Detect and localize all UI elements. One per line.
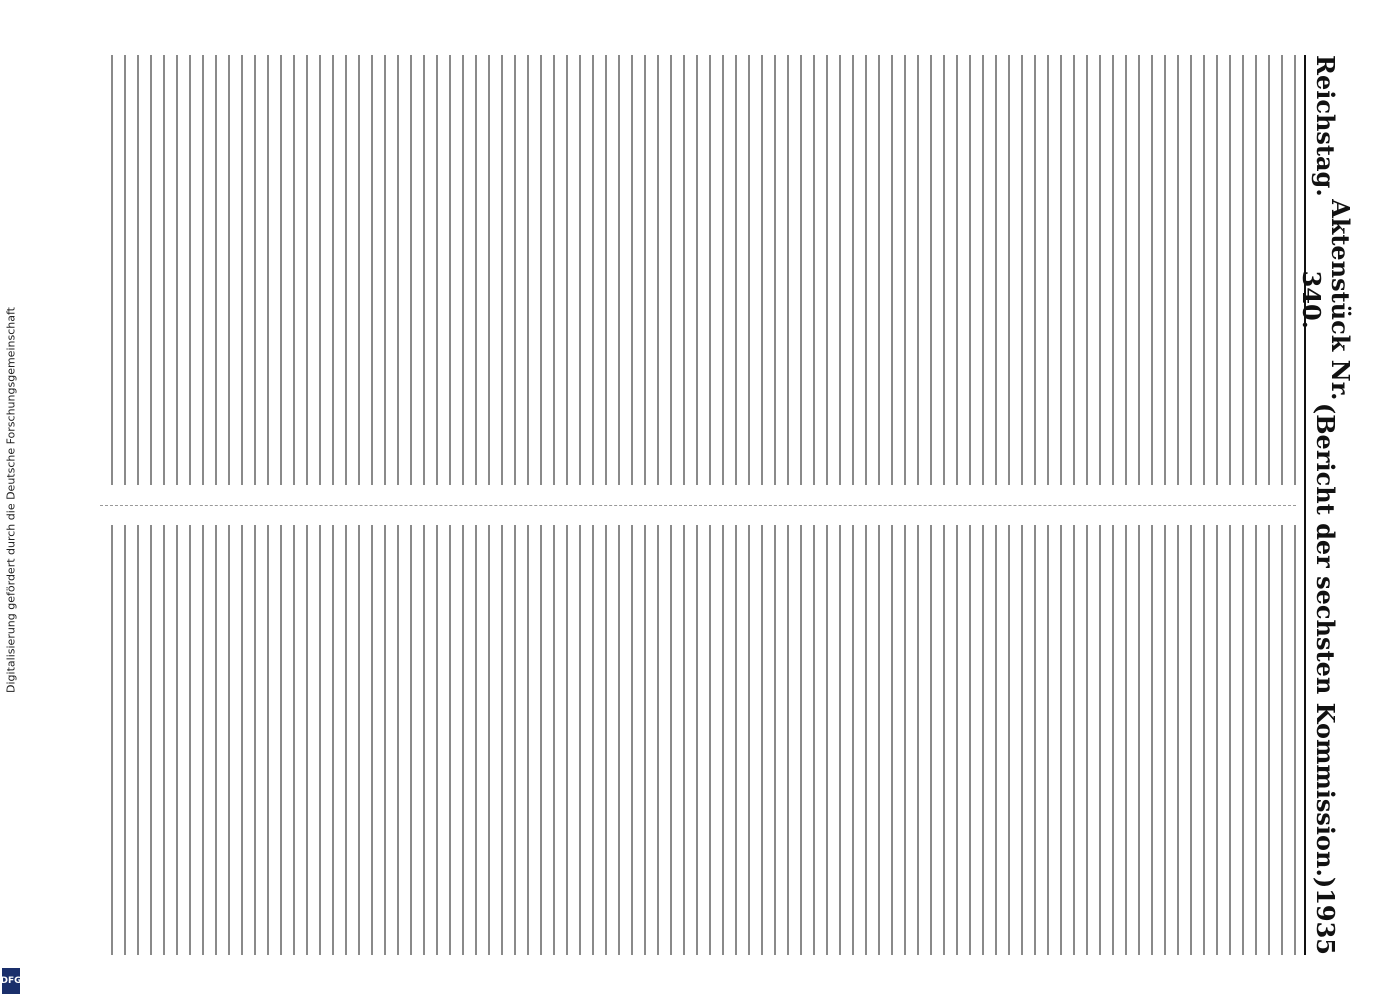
- rotated-page-content: [80, 25, 1360, 985]
- digitization-note: [0, 0, 22, 1000]
- page-header: [1297, 55, 1355, 955]
- column-divider: [100, 505, 1296, 506]
- body-text-block: [100, 55, 1296, 485]
- header-left: Reichstag.: [1311, 55, 1341, 197]
- header-center: Aktenstück Nr. 340.: [1297, 199, 1355, 401]
- text-column-left: [100, 55, 1296, 485]
- page-number: 1935: [1311, 888, 1341, 955]
- digitization-note-text: Digitalisierung gefördert durch die Deutsche Forschungsgemeinschaft: [4, 307, 18, 693]
- document-page: [70, 20, 1370, 990]
- text-column-right: [100, 525, 1296, 955]
- header-right: (Bericht der sechsten Kommission.): [1311, 402, 1341, 889]
- dfg-logo: DFG: [2, 968, 20, 994]
- body-text-block: [100, 525, 1296, 955]
